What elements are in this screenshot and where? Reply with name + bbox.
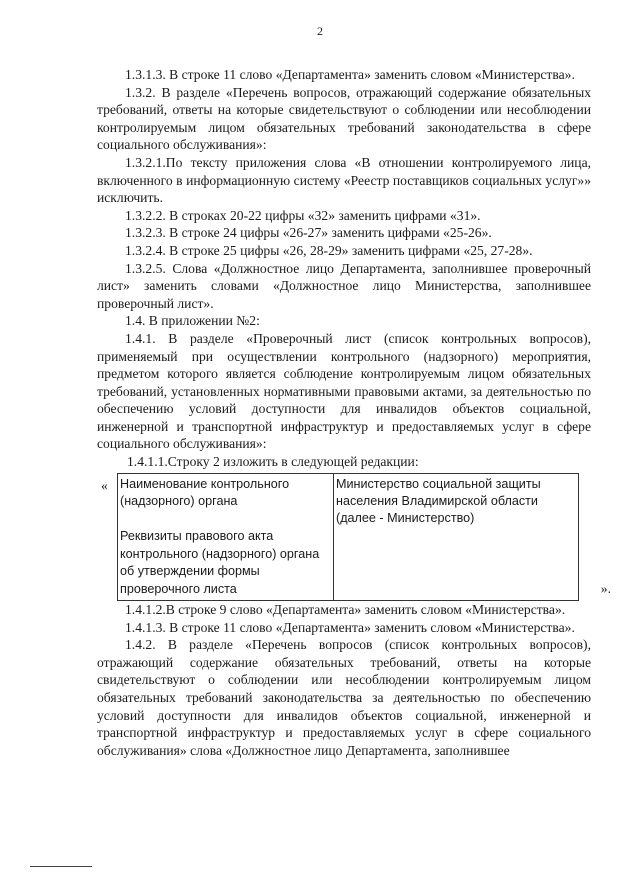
- paragraph-p1412: 1.4.1.2.В строке 9 слово «Департамента» заменить словом «Министерства».: [125, 602, 566, 618]
- page-number: 2: [317, 24, 323, 38]
- paragraph-p142: 1.4.2. В разделе «Перечень вопросов (список контрольных вопросов), отражающий содержание обязательных требований, ответы на которые свидетельствуют о соблюдении или несоблюдении контролируемым лицом обязательных требований законодательства за деятельностью по обеспечению условий доступности для инвалидов объектов социальной, инженерной и транспортной инфраструктур и предоставляемых услуг в сфере социального обслуживания» слова «Должностное лицо Департамента, заполнившее: [97, 637, 591, 758]
- footnote-separator: [30, 866, 92, 867]
- paragraph-p1313: 1.3.1.3. В строке 11 слово «Департамента» заменить словом «Министерства».: [125, 67, 575, 82]
- table-intro-paragraph: 1.4.1.1.Строку 2 изложить в следующей редакции:: [127, 454, 419, 470]
- table-cell-left: [118, 473, 334, 600]
- table-quote-close: ».: [600, 580, 611, 596]
- authority-name-label: Наименование контрольного (надзорного) органа: [120, 476, 290, 509]
- paragraphs-after-table: [97, 601, 591, 759]
- paragraph-p1322: 1.3.2.2. В строках 20-22 цифры «32» заменить цифрами «31».: [125, 207, 481, 223]
- paragraph-p1323: 1.3.2.3. В строке 24 цифры «26-27» заменить цифрами «25-26».: [125, 225, 492, 241]
- ministry-name-value: Министерство социальной защиты населения Владимирской области (далее - Министерство): [336, 476, 541, 526]
- paragraph-p1325: 1.3.2.5. Слова «Должностное лицо Департамента, заполнившее проверочный лист» заменить словами «Должностное лицо Министерства, заполнившее проверочный лист».: [97, 260, 591, 311]
- requisites-table: [117, 473, 579, 601]
- paragraph-p1413: 1.4.1.3. В строке 11 слово «Департамента» заменить словом «Министерства».: [125, 619, 575, 635]
- document-body: [97, 66, 611, 759]
- table-cell-right: [334, 473, 579, 600]
- paragraph-p132: 1.3.2. В разделе «Перечень вопросов, отражающий содержание обязательных требований, ответы на которые свидетельствуют о соблюдении или несоблюдении контролируемым лицом обязательных требований законодательства в сфере социального обслуживания»:: [97, 84, 591, 153]
- paragraph-p141: 1.4.1. В разделе «Проверочный лист (список контрольных вопросов), применяемый при осуществлении контрольного (надзорного) мероприятия, предметом которого является соблюдение контролируемым лицом обязательных требований, установленных нормативными правовыми актами, за деятельностью по обеспечению условий доступности для инвалидов объектов социальной, инженерной и транспортной инфраструктур и предоставляемых услуг в сфере социального обслуживания»:: [97, 330, 591, 452]
- legal-act-requisites-label: Реквизиты правового акта контрольного (надзорного) органа об утверждении формы проверочного листа: [120, 529, 320, 596]
- paragraph-p1324: 1.3.2.4. В строке 25 цифры «26, 28-29» заменить цифрами «25, 27-28».: [125, 242, 533, 258]
- paragraphs-before-table: [97, 66, 591, 453]
- table-row: [118, 473, 579, 600]
- paragraph-p1321: 1.3.2.1.По тексту приложения слова «В отношении контролируемого лица, включенного в информационную систему «Реестр поставщиков социальных услуг»» исключить.: [97, 154, 591, 206]
- table-quote-open: «: [101, 477, 108, 493]
- replacement-row-block: [101, 473, 611, 601]
- paragraph-p14: 1.4. В приложении №2:: [125, 313, 260, 329]
